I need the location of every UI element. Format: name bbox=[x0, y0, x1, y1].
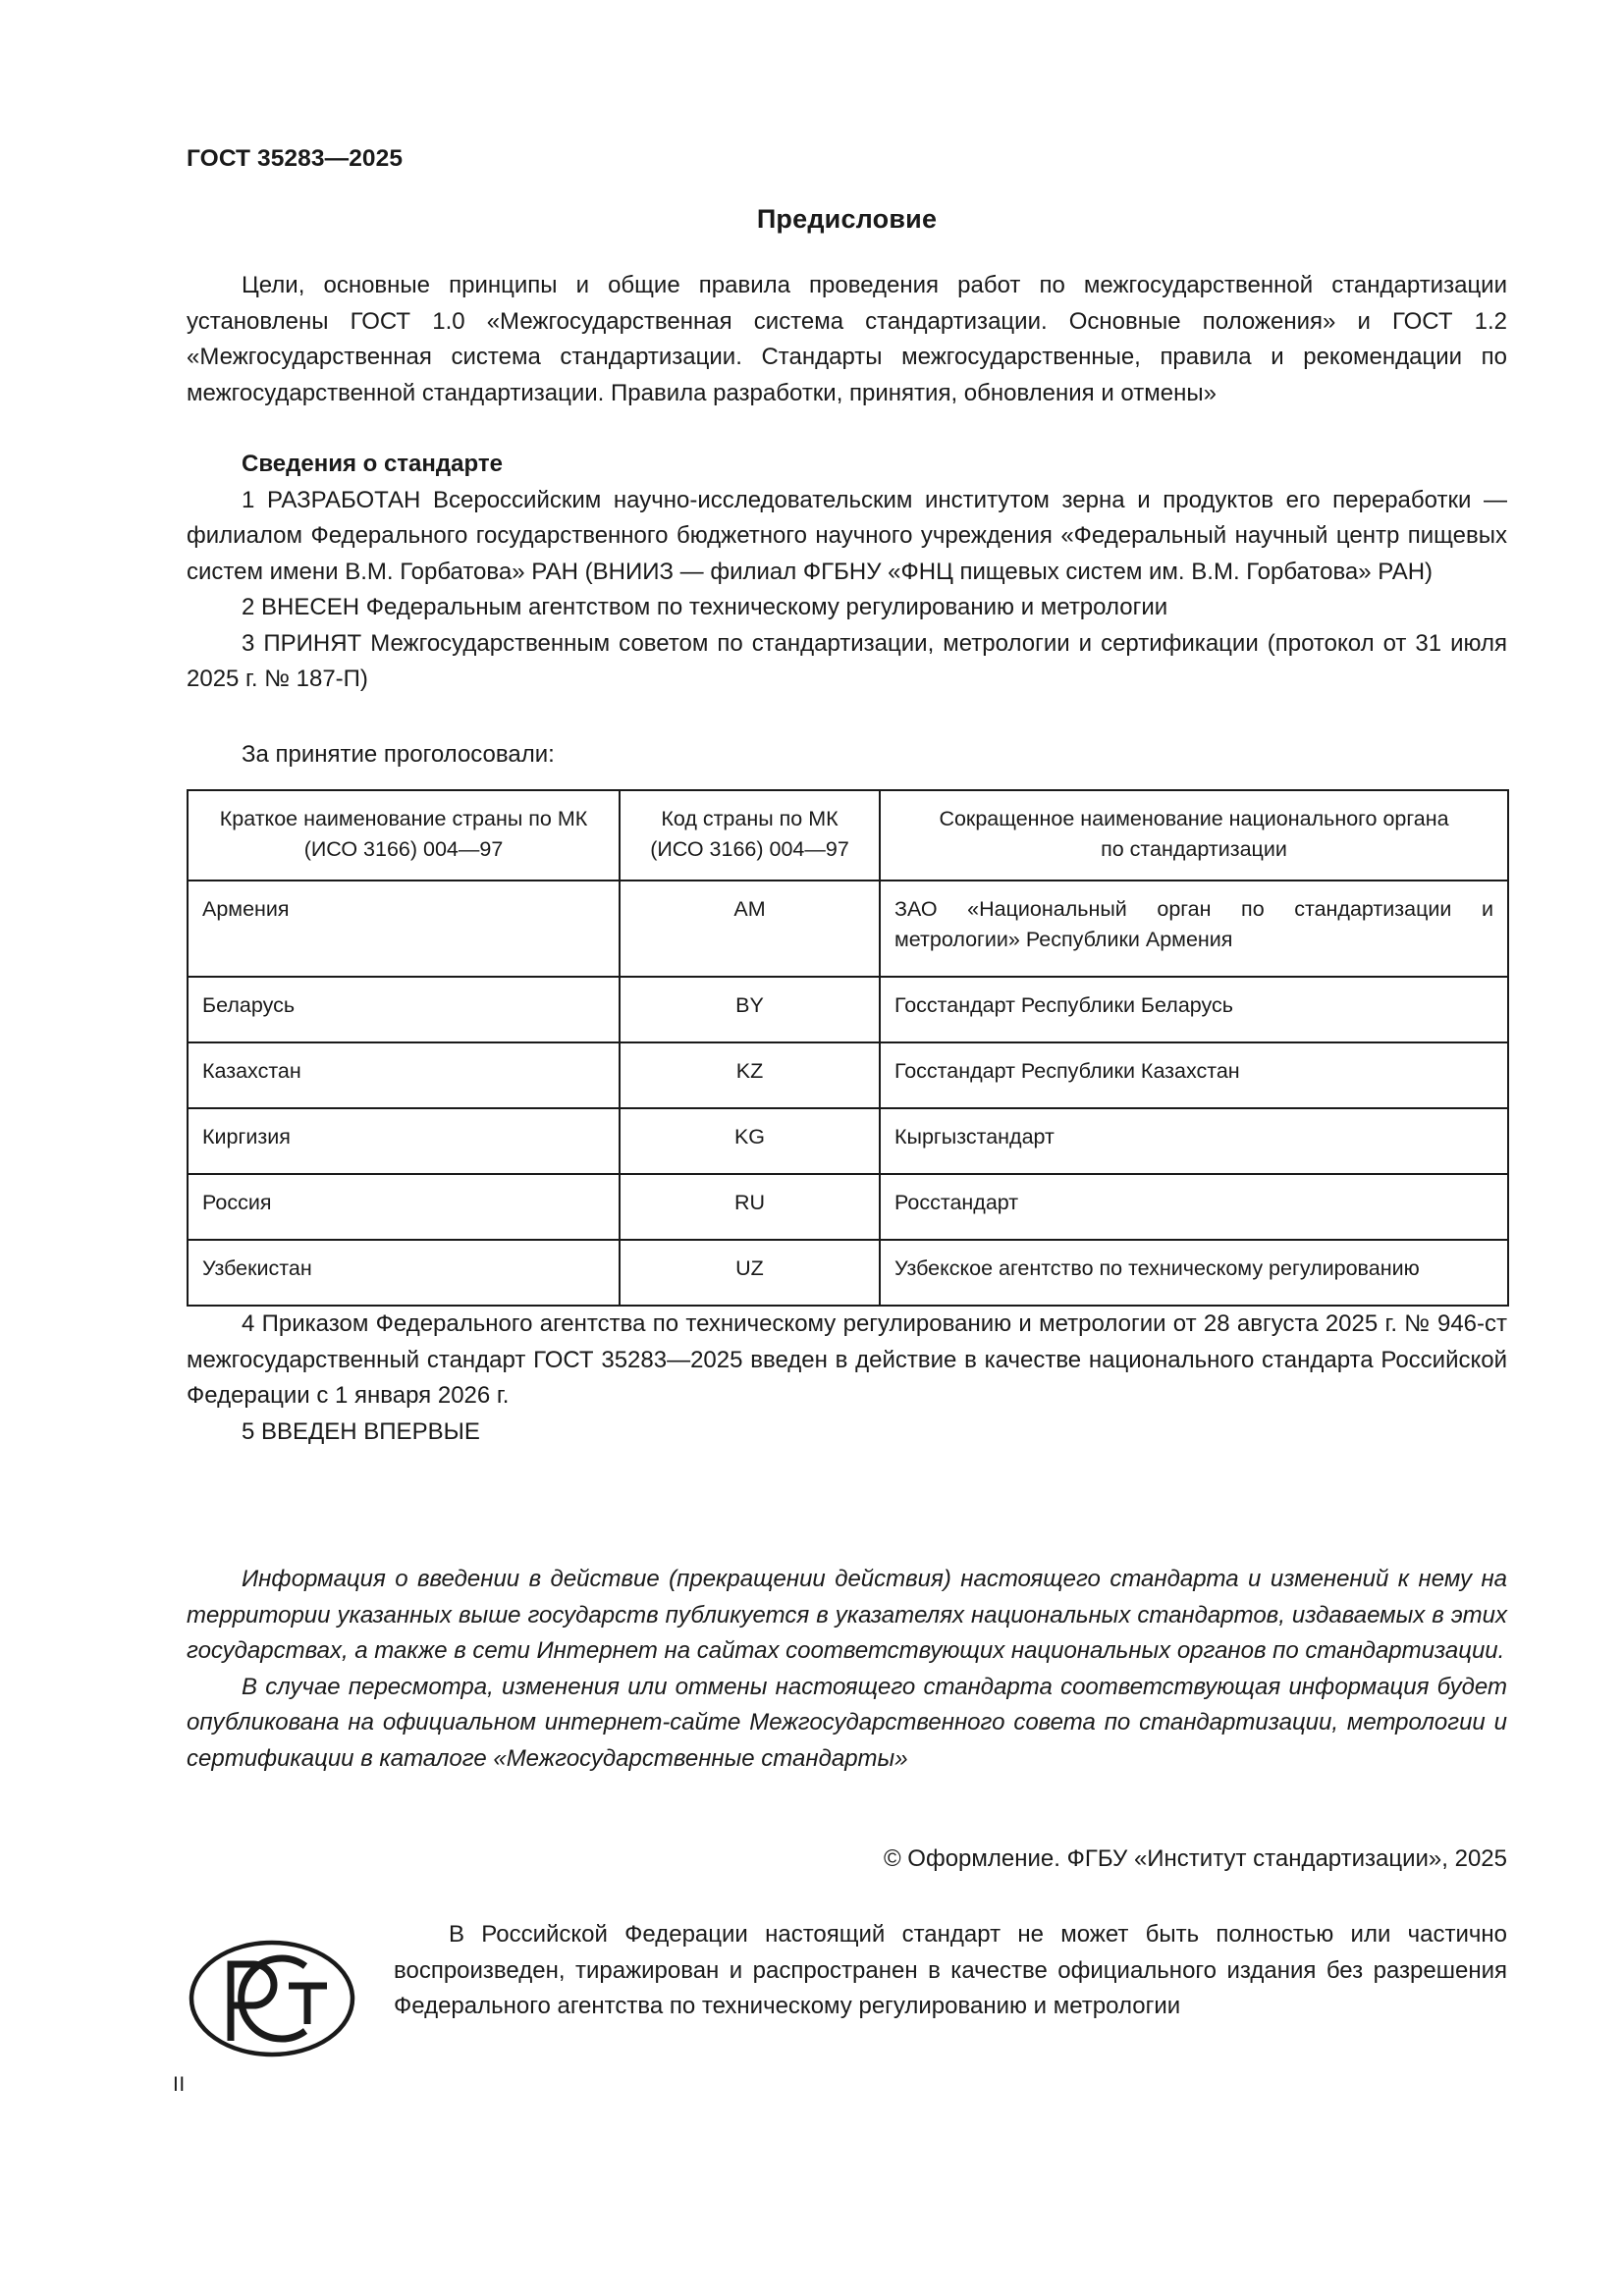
table-cell-body: Узбекское агентство по техническому регулированию bbox=[880, 1240, 1508, 1306]
table-cell-body: Госстандарт Республики Беларусь bbox=[880, 977, 1508, 1042]
table-row bbox=[188, 1240, 1508, 1306]
page-content bbox=[187, 204, 1507, 1877]
table-row bbox=[188, 977, 1508, 1042]
table-cell-country: Киргизия bbox=[188, 1108, 620, 1174]
vote-table-header-body-line2: по стандартизации bbox=[1101, 837, 1287, 861]
table-row bbox=[188, 881, 1508, 977]
page-title: Предисловие bbox=[756, 204, 938, 234]
table-cell-body: ЗАО «Национальный орган по стандартизации и метрологии» Республики Армения bbox=[880, 881, 1508, 977]
table-cell-country: Беларусь bbox=[188, 977, 620, 1042]
table-row bbox=[188, 1174, 1508, 1240]
foreword-intro-paragraph: Цели, основные принципы и общие правила проведения работ по межгосударственной стандартизации установлены ГОСТ 1.0 «Межгосударственная система стандартизации. Основные положения» и ГОСТ 1.2 «Межгосударственная система стандартизации. Стандарты межгосударственные, правила и рекомендации по межгосударственной стандартизации. Правила разработки, принятия, обновления и отмены» bbox=[187, 272, 1507, 406]
table-cell-code: AM bbox=[620, 881, 880, 977]
table-cell-code: UZ bbox=[620, 1240, 880, 1306]
foreword-item-4: 4 Приказом Федерального агентства по техническому регулированию и метрологии от 28 августа 2025 г. № 946-ст межгосударственный стандарт ГОСТ 35283—2025 введен в действие в качестве национального стандарта Российской Федерации с 1 января 2026 г. bbox=[187, 1310, 1507, 1409]
reproduction-notice-block bbox=[187, 1917, 1507, 2077]
vote-lead-text: За принятие проголосовали: bbox=[242, 740, 555, 768]
rst-certification-mark-icon bbox=[187, 1917, 388, 2077]
vote-table-header-country-line1: Краткое наименование страны по МК bbox=[219, 807, 588, 830]
table-row bbox=[188, 1042, 1508, 1108]
table-cell-body: Кыргызстандарт bbox=[880, 1108, 1508, 1174]
vote-table-header-country-line2: (ИСО 3166) 004—97 bbox=[303, 837, 504, 861]
page-number: II bbox=[173, 2073, 186, 2096]
table-cell-country: Узбекистан bbox=[188, 1240, 620, 1306]
table-cell-country: Россия bbox=[188, 1174, 620, 1240]
vote-table-header-code-line2: (ИСО 3166) 004—97 bbox=[650, 837, 849, 861]
vote-table-header-code-line1: Код страны по МК bbox=[661, 807, 839, 830]
table-cell-country: Казахстан bbox=[188, 1042, 620, 1108]
foreword-item-5: 5 ВВЕДЕН ВПЕРВЫЕ bbox=[242, 1417, 480, 1445]
vote-table-header-row bbox=[188, 790, 1508, 881]
vote-table-header-body bbox=[880, 790, 1508, 881]
table-row bbox=[188, 1108, 1508, 1174]
table-cell-body: Росстандарт bbox=[880, 1174, 1508, 1240]
table-cell-country: Армения bbox=[188, 881, 620, 977]
vote-table-header-body-line1: Сокращенное наименование национального органа bbox=[939, 807, 1449, 830]
copyright-line: © Оформление. ФГБУ «Институт стандартизации», 2025 bbox=[883, 1845, 1507, 1872]
table-cell-code: KG bbox=[620, 1108, 880, 1174]
vote-table bbox=[187, 789, 1509, 1307]
table-cell-body: Госстандарт Республики Казахстан bbox=[880, 1042, 1508, 1108]
vote-table-header-code bbox=[620, 790, 880, 881]
reproduction-notice-text: В Российской Федерации настоящий стандарт не может быть полностью или частично воспроизведен, тиражирован и распространен в качестве официального издания без разрешения Федерального агентства по техническому регулированию и метрологии bbox=[394, 1921, 1507, 2019]
table-cell-code: KZ bbox=[620, 1042, 880, 1108]
running-header: ГОСТ 35283—2025 bbox=[187, 145, 404, 172]
foreword-item-1: 1 РАЗРАБОТАН Всероссийским научно-исследовательским институтом зерна и продуктов его переработки — филиалом Федерального государственного бюджетного научного учреждения «Федеральный научный центр пищевых систем имени В.М. Горбатова» РАН (ВНИИЗ — филиал ФГБНУ «ФНЦ пищевых систем им. В.М. Горбатова» РАН) bbox=[187, 486, 1507, 585]
table-cell-code: RU bbox=[620, 1174, 880, 1240]
foreword-note-1: Информация о введении в действие (прекращении действия) настоящего стандарта и изменений к нему на территории указанных выше государств публикуется в указателях национальных стандартов, издаваемых в этих государствах, а также в сети Интернет на сайтах соответствующих национальных органов по стандартизации. bbox=[187, 1566, 1507, 1664]
table-cell-code: BY bbox=[620, 977, 880, 1042]
foreword-note-2: В случае пересмотра, изменения или отмены настоящего стандарта соответствующая информация будет опубликована на официальном интернет-сайте Межгосударственного совета по стандартизации, метрологии и сертификации в каталоге «Межгосударственные стандарты» bbox=[187, 1673, 1507, 1772]
foreword-item-2: 2 ВНЕСЕН Федеральным агентством по техническому регулированию и метрологии bbox=[242, 594, 1168, 620]
vote-table-header-country bbox=[188, 790, 620, 881]
standard-info-heading: Сведения о стандарте bbox=[242, 451, 503, 477]
foreword-item-3: 3 ПРИНЯТ Межгосударственным советом по стандартизации, метрологии и сертификации (протокол от 31 июля 2025 г. № 187-П) bbox=[187, 629, 1507, 692]
